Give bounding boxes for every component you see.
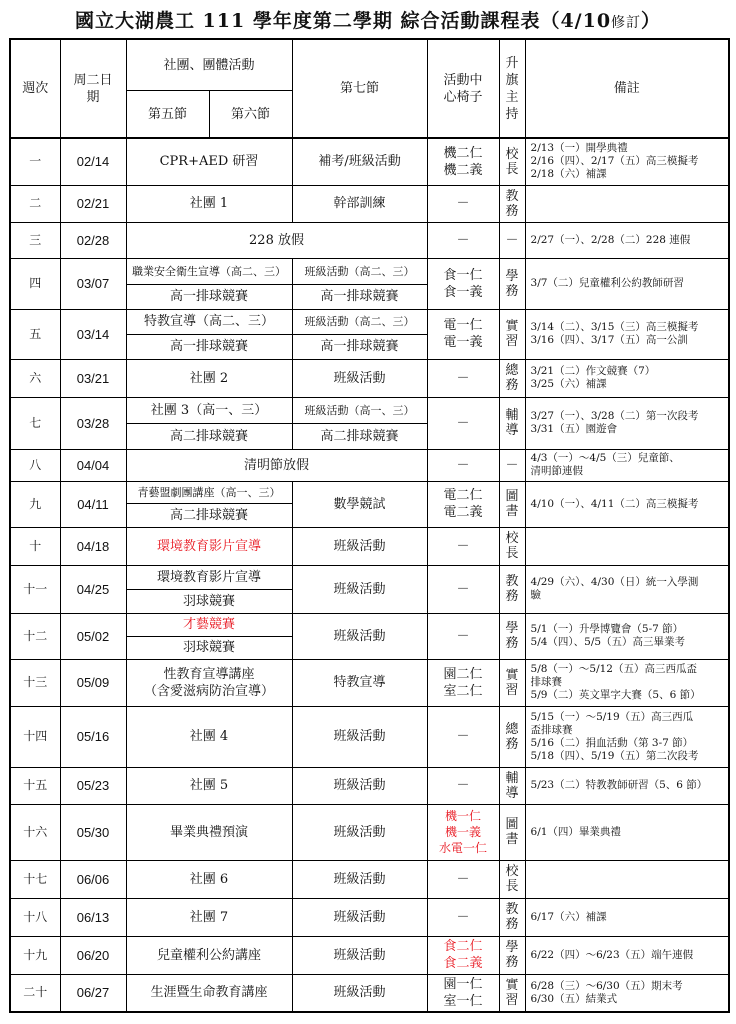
chairs-cell: － [427,613,499,659]
chairs-class: 食二仁 [443,939,483,954]
period-line: （含愛滋病防治宣導） [144,683,275,699]
chairs-cell: － [427,860,499,898]
chairs-class: 電二仁 [443,488,483,503]
table-row [10,706,729,767]
date-cell: 02/28 [60,222,126,258]
period-56-cell [126,659,292,706]
notes-cell: 6/22（四）～6/23（五）端午連假 [525,936,729,974]
chairs-cell [427,309,499,359]
period-56-top-cell: 才藝競賽 [126,613,292,636]
table-row [10,767,729,804]
flag-cell: 教務 [499,565,525,613]
flag-cell: 實習 [499,974,525,1012]
period-56-bottom-cell: 高二排球競賽 [126,503,292,527]
week-cell: 六 [10,359,60,397]
week-cell: 八 [10,449,60,481]
period-7-cell: 班級活動 [292,860,427,898]
table-row [10,804,729,860]
date-cell: 06/20 [60,936,126,974]
week-cell: 十四 [10,706,60,767]
period-56-top-cell: 特教宣導（高二、三） [126,309,292,334]
note-line: 2/18（六）補課 [530,168,607,181]
chairs-cell: － [427,767,499,804]
title-close: ） [641,10,662,32]
chairs-cell: － [427,185,499,222]
table-row [10,898,729,936]
flag-cell: 教務 [499,185,525,222]
table-row [10,860,729,898]
flag-cell: 學務 [499,613,525,659]
chairs-cell: － [427,706,499,767]
week-cell: 十六 [10,804,60,860]
date-cell: 05/02 [60,613,126,659]
table-row [10,397,729,423]
chairs-class: 室一仁 [443,993,483,1009]
notes-cell: 4/10（一）、4/11（二）高三模擬考 [525,481,729,527]
chairs-class: 園一仁 [443,976,483,992]
table-body [10,138,729,1012]
date-cell: 06/06 [60,860,126,898]
chairs-class: 園二仁 [443,666,483,682]
note-line: 4/3（一）～4/5（三）兒童節、 [530,452,680,464]
chairs-class: 食一義 [443,284,483,300]
period-56-cell: 生涯暨生命教育講座 [126,974,292,1012]
chairs-cell: － [427,527,499,565]
period-56-bottom-cell: 高二排球競賽 [126,423,292,449]
note-line: 排球賽 [530,676,563,688]
title-revision: 修訂 [611,15,642,31]
chairs-cell [427,936,499,974]
period-56-cell: 社團 2 [126,359,292,397]
chairs-class: 機一仁 [445,809,482,823]
date-cell: 06/27 [60,974,126,1012]
date-cell: 03/14 [60,309,126,359]
week-cell: 十七 [10,860,60,898]
period-56-bottom-cell: 高一排球競賽 [126,284,292,309]
date-cell: 04/25 [60,565,126,613]
chairs-class: 機二仁 [443,145,483,161]
notes-cell [525,138,729,185]
notes-cell: 2/27（一）、2/28（二）228 連假 [525,222,729,258]
period-56-bottom-cell: 羽球競賽 [126,589,292,613]
header-flag-host: 升旗主持 [499,39,525,138]
flag-cell: 圖書 [499,481,525,527]
table-row [10,659,729,706]
note-line: 3/21（二）作文競賽（7） [530,365,656,377]
flag-cell: 輔導 [499,397,525,449]
table-row [10,185,729,222]
period-7-top-cell: 班級活動（高二、三） [292,309,427,334]
notes-cell [525,659,729,706]
period-567-cell: 清明節放假 [126,449,427,481]
note-line: 5/1（一）升學博覽會（5-7 節） [530,623,684,635]
chairs-cell [427,138,499,185]
schedule-table [9,38,730,1013]
note-line: 2/16（四）、2/17（五）高三模擬考 [530,155,699,168]
header-notes: 備註 [525,39,729,138]
date-cell: 02/14 [60,138,126,185]
week-cell: 十九 [10,936,60,974]
chairs-class: 電一義 [443,335,483,350]
chairs-cell: － [427,898,499,936]
period-line: 性教育宣導講座 [163,666,255,682]
table-row [10,974,729,1012]
table-row [10,481,729,503]
period-7-cell: 班級活動 [292,527,427,565]
period-7-bottom-cell: 高一排球競賽 [292,284,427,309]
period-7-cell: 特教宣導 [292,659,427,706]
notes-cell: 3/7（二）兒童權利公約教師研習 [525,258,729,309]
period-567-cell: 228 放假 [126,222,427,258]
period-7-top-cell: 班級活動（高一、三） [292,397,427,423]
chairs-cell [427,804,499,860]
week-cell: 七 [10,397,60,449]
period-56-cell: 兒童權利公約講座 [126,936,292,974]
flag-cell: 實習 [499,309,525,359]
period-56-top-cell: 環境教育影片宣導 [126,565,292,589]
week-cell: 十二 [10,613,60,659]
notes-cell [525,359,729,397]
period-56-cell: 社團 7 [126,898,292,936]
notes-cell [525,613,729,659]
week-cell: 二十 [10,974,60,1012]
table-row [10,309,729,334]
period-7-cell: 班級活動 [292,706,427,767]
period-56-top-cell: 職業安全衛生宣導（高二、三） [126,258,292,284]
chairs-cell [427,974,499,1012]
week-cell: 二 [10,185,60,222]
notes-cell [525,449,729,481]
notes-cell [525,706,729,767]
period-7-cell: 數學競試 [292,481,427,527]
chairs-cell: － [427,222,499,258]
period-56-cell: 社團 1 [126,185,292,222]
notes-cell: 5/23（二）特教教師研習（5、6 節） [525,767,729,804]
chairs-class: 室二仁 [443,683,483,699]
date-cell: 05/23 [60,767,126,804]
notes-cell: 6/17（六）補課 [525,898,729,936]
chairs-class: 水電一仁 [439,841,488,855]
period-56-cell: 社團 6 [126,860,292,898]
period-7-cell: 班級活動 [292,898,427,936]
table-row [10,449,729,481]
notes-cell [525,974,729,1012]
flag-cell: 校長 [499,860,525,898]
flag-cell: 教務 [499,898,525,936]
flag-cell: 輔導 [499,767,525,804]
note-line: 3/14（二）、3/15（三）高三模擬考 [530,321,699,333]
note-line: 6/30（五）結業式 [530,992,618,1005]
flag-cell: 圖書 [499,804,525,860]
week-cell: 十八 [10,898,60,936]
period-7-cell: 班級活動 [292,936,427,974]
note-line: 5/15（一）～5/19（五）高三西瓜 [530,710,694,723]
header-period-7: 第七節 [292,39,427,138]
note-line: 5/9（二）英文單字大賽（5、6 節） [530,689,701,701]
header-center-chairs: 活動中心椅子 [427,39,499,138]
period-7-cell: 幹部訓練 [292,185,427,222]
chairs-class: 機二義 [443,162,483,178]
header-clubs: 社團、團體活動 [126,39,292,91]
week-cell: 十三 [10,659,60,706]
flag-cell: 校長 [499,138,525,185]
notes-cell [525,860,729,898]
period-7-cell: 班級活動 [292,804,427,860]
table-row [10,138,729,185]
header-period-5: 第五節 [126,91,209,139]
chairs-cell [427,258,499,309]
period-7-cell: 班級活動 [292,359,427,397]
note-line: 清明節連假 [530,465,584,477]
period-7-cell: 班級活動 [292,767,427,804]
chairs-class: 電一仁 [443,318,483,333]
chairs-class: 電二義 [443,505,483,520]
period-56-bottom-cell: 羽球競賽 [126,636,292,659]
note-line: 盃排球賽 [530,723,573,736]
table-row [10,527,729,565]
date-cell: 06/13 [60,898,126,936]
week-cell: 三 [10,222,60,258]
chairs-class: 食二義 [443,956,483,971]
note-line: 5/4（四）、5/5（五）高三畢業考 [530,636,686,648]
table-header [10,39,729,138]
date-cell: 03/21 [60,359,126,397]
table-row [10,613,729,636]
note-line: 3/27（一）、3/28（二）第一次段考 [530,410,699,422]
flag-cell: 學務 [499,936,525,974]
date-cell: 04/18 [60,527,126,565]
note-line: 3/31（五）園遊會 [530,423,618,435]
chairs-cell [427,481,499,527]
header-period-6: 第六節 [209,91,292,139]
chairs-cell: － [427,397,499,449]
period-56-top-cell: 青藝盟劇團講座（高一、三） [126,481,292,503]
period-7-cell: 班級活動 [292,974,427,1012]
flag-cell: － [499,449,525,481]
week-cell: 十五 [10,767,60,804]
note-line: 5/8（一）～5/12（五）高三西瓜盃 [530,663,697,675]
week-cell: 一 [10,138,60,185]
notes-cell [525,527,729,565]
note-line: 3/25（六）補課 [530,378,607,390]
note-line: 4/29（六）、4/30（日）統一入學測 [530,576,699,588]
chairs-cell: － [427,565,499,613]
table-row [10,222,729,258]
notes-cell [525,309,729,359]
table-row [10,936,729,974]
date-cell: 02/21 [60,185,126,222]
chairs-cell [427,659,499,706]
period-7-top-cell: 班級活動（高二、三） [292,258,427,284]
date-cell: 03/07 [60,258,126,309]
header-week: 週次 [10,39,60,138]
note-line: 6/28（三）～6/30（五）期末考 [530,979,683,992]
note-line: 5/16（二）捐血活動（第 3-7 節） [530,736,694,749]
date-cell: 05/09 [60,659,126,706]
table-row [10,258,729,284]
date-cell: 05/30 [60,804,126,860]
date-cell: 03/28 [60,397,126,449]
week-cell: 九 [10,481,60,527]
date-cell: 05/16 [60,706,126,767]
date-cell: 04/11 [60,481,126,527]
flag-cell: 學務 [499,258,525,309]
period-56-cell: 社團 5 [126,767,292,804]
note-line: 3/16（四）、3/17（五）高一公訓 [530,334,688,346]
period-7-cell: 補考/班級活動 [292,138,427,185]
notes-cell: 6/1（四）畢業典禮 [525,804,729,860]
note-line: 驗 [530,589,542,601]
week-cell: 四 [10,258,60,309]
period-56-cell: CPR+AED 研習 [126,138,292,185]
page-title [0,6,736,33]
flag-cell: 校長 [499,527,525,565]
week-cell: 五 [10,309,60,359]
flag-cell: － [499,222,525,258]
period-56-cell: 畢業典禮預演 [126,804,292,860]
period-56-cell: 環境教育影片宣導 [126,527,292,565]
week-cell: 十 [10,527,60,565]
period-56-top-cell: 社團 3（高一、三） [126,397,292,423]
flag-cell: 實習 [499,659,525,706]
flag-cell: 總務 [499,359,525,397]
notes-cell [525,565,729,613]
notes-cell [525,397,729,449]
title-main: 國立大湖農工 111 學年度第二學期 綜合活動課程表（4/10 [74,10,612,32]
period-7-cell: 班級活動 [292,613,427,659]
period-56-bottom-cell: 高一排球競賽 [126,334,292,359]
date-cell: 04/04 [60,449,126,481]
period-7-cell: 班級活動 [292,565,427,613]
period-7-bottom-cell: 高二排球競賽 [292,423,427,449]
note-line: 5/18（四）、5/19（五）第二次段考 [530,749,699,762]
chairs-class: 食一仁 [443,267,483,283]
week-cell: 十一 [10,565,60,613]
flag-cell: 總務 [499,706,525,767]
table-row [10,359,729,397]
chairs-cell: － [427,359,499,397]
chairs-class: 機一義 [445,825,482,839]
period-56-cell: 社團 4 [126,706,292,767]
period-7-bottom-cell: 高一排球競賽 [292,334,427,359]
table-row [10,565,729,589]
notes-cell [525,185,729,222]
header-date: 周二日期 [60,39,126,138]
chairs-cell: － [427,449,499,481]
note-line: 2/13（一）開學典禮 [530,142,628,155]
